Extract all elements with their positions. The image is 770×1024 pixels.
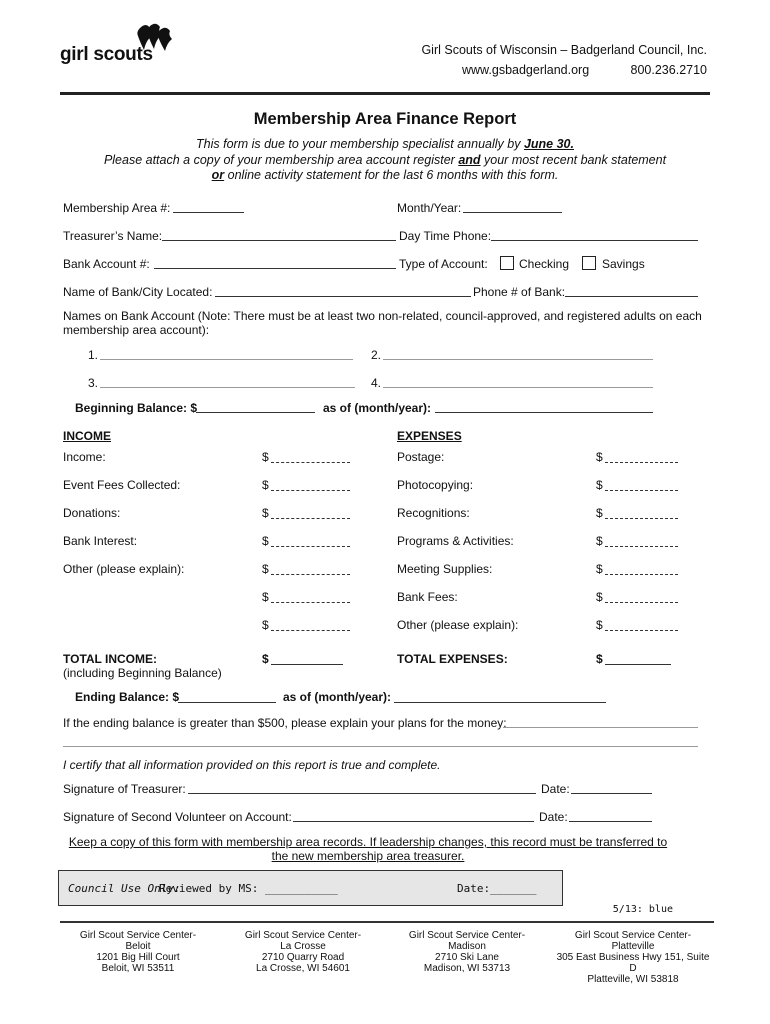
footer-platteville (552, 930, 714, 985)
footer-line: 2710 Quarry Road (261, 952, 345, 963)
savings-label: Savings (602, 257, 645, 271)
explain-field-line-1[interactable] (503, 727, 698, 728)
checking-label: Checking (519, 257, 570, 271)
treasurer-name-field[interactable] (162, 240, 396, 241)
checking-checkbox[interactable] (500, 256, 514, 270)
footer-line: 305 East Business Hwy 151, Suite D (556, 952, 710, 974)
footer-line: Girl Scout Service Center- (79, 930, 197, 941)
sig-second-label: Signature of Second Volunteer on Account: (63, 810, 292, 824)
type-of-account-label: Type of Account: (399, 257, 488, 271)
income-row-dollar: $ (262, 506, 269, 520)
footer-line: Girl Scout Service Center- (244, 930, 362, 941)
council-use-label: Council Use Only: (68, 882, 181, 895)
council-date[interactable]: Date:_______ (457, 882, 537, 895)
footer-line: 2710 Ski Lane (435, 952, 499, 963)
expenses-row-dollar: $ (596, 450, 603, 464)
income-row-label: Income: (63, 450, 106, 464)
total-expenses-field[interactable] (605, 664, 671, 665)
sig-second-date-label: Date: (539, 810, 568, 824)
bank-phone-field[interactable] (565, 296, 698, 297)
expenses-row-label: Other (please explain): (397, 618, 519, 632)
income-row-amount-field[interactable] (271, 518, 350, 519)
names-note-line-1: Names on Bank Account (Note: There must be at least two non-related, council-approved, and registered adults on each (63, 309, 702, 323)
intro-line2b: your most recent bank statement (484, 153, 667, 167)
expenses-row-amount-field[interactable] (605, 630, 678, 631)
intro-prefix: This form is due to your membership specialist annually by (196, 137, 521, 151)
footer-line: Madison, WI 53713 (423, 963, 511, 974)
income-row-label: Event Fees Collected: (63, 478, 181, 492)
ending-as-of-label: as of (month/year): (283, 690, 392, 704)
expenses-row-amount-field[interactable] (605, 574, 678, 575)
expenses-row-dollar: $ (596, 618, 603, 632)
keep-copy-line-1: Keep a copy of this form with membership area records. If leadership changes, this record must be transferred to (68, 835, 668, 849)
footer-line: La Crosse (280, 941, 326, 952)
bank-account-field[interactable] (154, 268, 396, 269)
footer-line: Girl Scout Service Center- (408, 930, 526, 941)
income-row-dollar: $ (262, 562, 269, 576)
expenses-row-label: Postage: (397, 450, 445, 464)
beginning-balance-label: Beginning Balance: $ (75, 401, 198, 415)
ending-balance-label: Ending Balance: $ (75, 690, 180, 704)
day-phone-label: Day Time Phone: (399, 229, 492, 243)
income-row-amount-field[interactable] (271, 630, 350, 631)
footer-madison (387, 930, 547, 974)
income-row-amount-field[interactable] (271, 462, 350, 463)
income-heading: INCOME (63, 429, 111, 443)
total-expenses-label: TOTAL EXPENSES: (397, 652, 508, 666)
names-note-line-2: membership area account): (63, 323, 210, 337)
explain-field-line-2[interactable] (63, 746, 698, 747)
income-row-dollar: $ (262, 450, 269, 464)
expenses-row-dollar: $ (596, 506, 603, 520)
total-income-dollar: $ (262, 652, 269, 666)
footer-line: Girl Scout Service Center- (574, 930, 692, 941)
intro-line-1 (0, 137, 770, 151)
intro-and: and (458, 153, 481, 167)
income-row-dollar: $ (262, 478, 269, 492)
income-row-amount-field[interactable] (271, 602, 350, 603)
form-version: 5/13: blue (612, 904, 673, 915)
treasurer-name-label: Treasurer’s Name: (63, 229, 163, 243)
day-phone-field[interactable] (491, 240, 698, 241)
sig-treasurer-label: Signature of Treasurer: (63, 782, 186, 796)
phone: 800.236.2710 (630, 63, 707, 77)
name-3-field[interactable] (100, 387, 355, 388)
sig-treasurer-field[interactable] (188, 793, 536, 794)
income-row-dollar: $ (262, 590, 269, 604)
total-income-label: TOTAL INCOME: (63, 652, 157, 666)
membership-area-field[interactable] (173, 212, 244, 213)
beginning-balance-field[interactable] (196, 412, 315, 413)
footer-line: Platteville (611, 941, 655, 952)
council-use-box (58, 870, 563, 906)
bank-city-field[interactable] (215, 296, 471, 297)
name-4-field[interactable] (383, 387, 653, 388)
expenses-row-dollar: $ (596, 562, 603, 576)
expenses-heading: EXPENSES (397, 429, 462, 443)
footer-beloit (58, 930, 218, 974)
intro-line-2 (0, 153, 770, 167)
bank-phone-label: Phone # of Bank: (473, 285, 566, 299)
expenses-row-dollar: $ (596, 478, 603, 492)
footer-divider (60, 921, 714, 923)
expenses-row-label: Programs & Activities: (397, 534, 514, 548)
beginning-as-of-field[interactable] (435, 412, 653, 413)
header-divider (60, 92, 710, 95)
name-3-label: 3. (88, 376, 99, 390)
expenses-row-label: Photocopying: (397, 478, 474, 492)
income-row-dollar: $ (262, 534, 269, 548)
footer-la-crosse (223, 930, 383, 974)
keep-copy-line-2: the new membership area treasurer. (271, 849, 465, 863)
sig-treasurer-date-field[interactable] (571, 793, 652, 794)
income-row-label: Donations: (63, 506, 121, 520)
footer-line: Beloit, WI 53511 (101, 963, 175, 974)
footer-line: Beloit (125, 941, 151, 952)
intro-line3: online activity statement for the last 6 months with this form. (227, 168, 559, 182)
intro-line-3 (0, 168, 770, 182)
income-row-label: Bank Interest: (63, 534, 138, 548)
name-2-field[interactable] (383, 359, 653, 360)
membership-area-label: Membership Area #: (63, 201, 171, 215)
income-row-amount-field[interactable] (271, 574, 350, 575)
name-1-field[interactable] (100, 359, 353, 360)
footer-line: Platteville, WI 53818 (587, 974, 679, 985)
certify-statement: I certify that all information provided on this report is true and complete. (63, 758, 441, 772)
expenses-row-label: Meeting Supplies: (397, 562, 493, 576)
expenses-row-amount-field[interactable] (605, 518, 678, 519)
total-income-sub: (including Beginning Balance) (63, 666, 222, 680)
expenses-row-amount-field[interactable] (605, 462, 678, 463)
sig-second-field[interactable] (293, 821, 534, 822)
logo (60, 22, 180, 70)
income-row-label: Other (please explain): (63, 562, 185, 576)
expenses-row-label: Recognitions: (397, 506, 470, 520)
logo-text: girl scouts (60, 44, 153, 65)
month-year-label: Month/Year: (397, 201, 462, 215)
month-year-field[interactable] (463, 212, 562, 213)
form-title: Membership Area Finance Report (253, 110, 517, 128)
sig-second-date-field[interactable] (569, 821, 652, 822)
intro-line2a: Please attach a copy of your membership area account register (103, 153, 455, 167)
explain-label: If the ending balance is greater than $500, please explain your plans for the money: (63, 716, 507, 730)
ending-as-of-field[interactable] (394, 702, 606, 703)
name-1-label: 1. (88, 348, 99, 362)
expenses-row-amount-field[interactable] (605, 602, 678, 603)
income-row-amount-field[interactable] (271, 490, 350, 491)
intro-due-date: June 30. (523, 137, 574, 151)
income-row-amount-field[interactable] (271, 546, 350, 547)
intro-or: or (211, 168, 225, 182)
website: www.gsbadgerland.org (462, 63, 590, 77)
expenses-row-label: Bank Fees: (397, 590, 458, 604)
sig-treasurer-date-label: Date: (541, 782, 570, 796)
income-row-dollar: $ (262, 618, 269, 632)
savings-checkbox[interactable] (582, 256, 596, 270)
expenses-row-dollar: $ (596, 590, 603, 604)
footer-line: 1201 Big Hill Court (96, 952, 180, 963)
bank-account-label: Bank Account #: (63, 257, 150, 271)
total-income-field[interactable] (271, 664, 343, 665)
expenses-row-amount-field[interactable] (605, 490, 678, 491)
org-name: Girl Scouts of Wisconsin – Badgerland Council, Inc. (421, 43, 707, 57)
expenses-row-amount-field[interactable] (605, 546, 678, 547)
footer-line: La Crosse, WI 54601 (256, 963, 350, 974)
total-expenses-dollar: $ (596, 652, 603, 666)
footer-line: Madison (448, 941, 486, 952)
beginning-as-of-label: as of (month/year): (323, 401, 432, 415)
council-reviewed[interactable]: Reviewed by MS: ___________ (159, 882, 338, 895)
name-2-label: 2. (371, 348, 382, 362)
name-4-label: 4. (371, 376, 382, 390)
ending-balance-field[interactable] (178, 702, 276, 703)
expenses-row-dollar: $ (596, 534, 603, 548)
bank-city-label: Name of Bank/City Located: (63, 285, 213, 299)
